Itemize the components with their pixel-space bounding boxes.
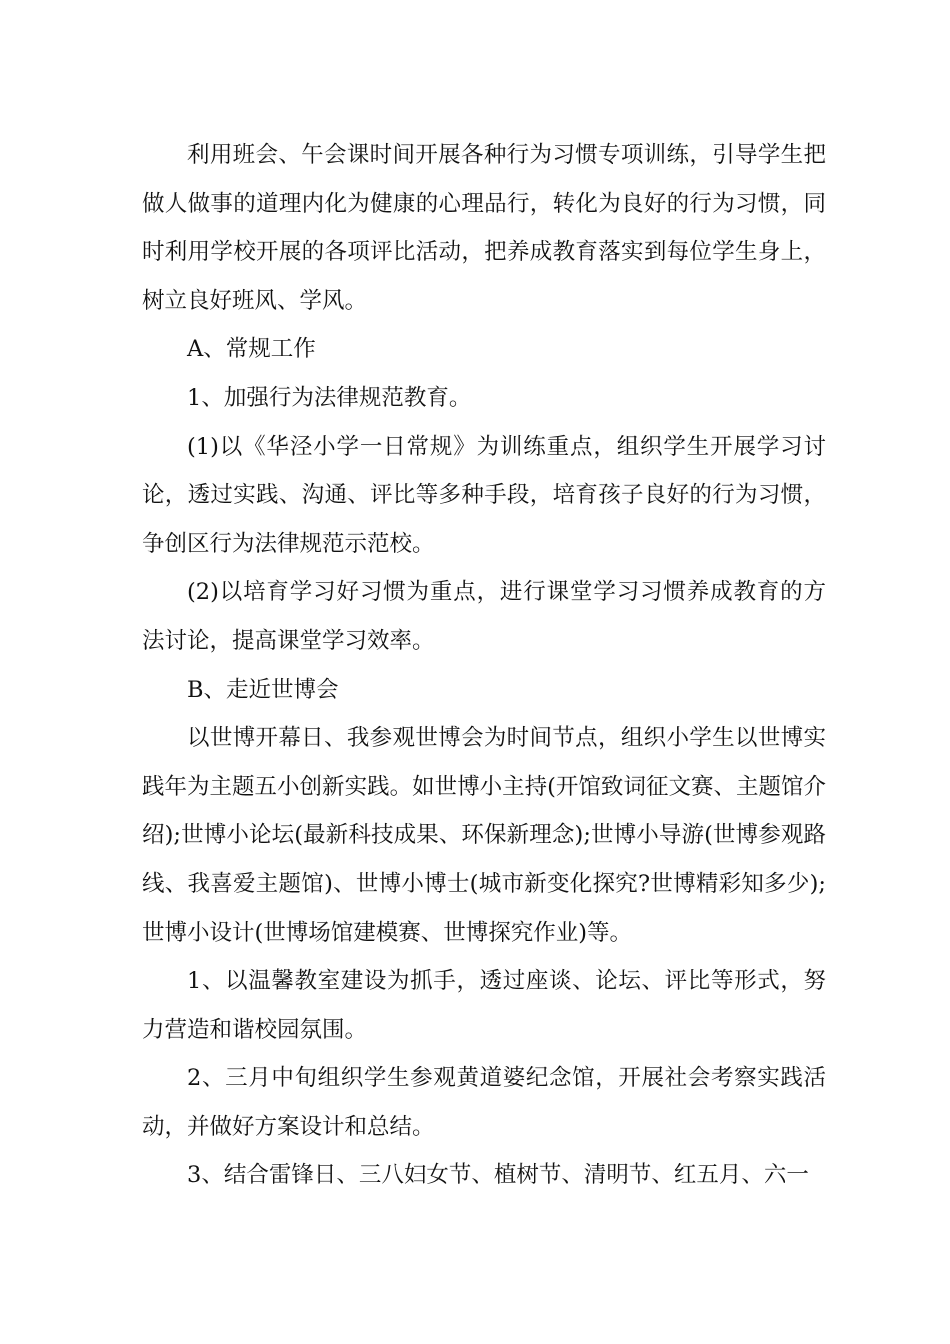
section-heading-expo: B、走近世博会	[187, 676, 339, 703]
list-item-festivals: 3、结合雷锋日、三八妇女节、植树节、清明节、红五月、六一	[187, 1162, 809, 1189]
sub-item-study-habits: (2)以培育学习好习惯为重点，进行课堂学习习惯养成教育的方法讨论，提高课堂学习效率。	[142, 579, 826, 654]
list-item-warm-classroom: 1、以温馨教室建设为抓手，透过座谈、论坛、评比等形式，努力营造和谐校园氛围。	[142, 968, 826, 1043]
list-item-museum-visit: 2、三月中旬组织学生参观黄道婆纪念馆，开展社会考察实践活动，并做好方案设计和总结。	[142, 1065, 826, 1140]
paragraph-habit-training: 利用班会、午会课时间开展各种行为习惯专项训练，引导学生把做人做事的道理内化为健康的心理品行，转化为良好的行为习惯，同时利用学校开展的各项评比活动，把养成教育落实到每位学生身上，树立良好班风、学风。	[142, 142, 826, 314]
sub-item-daily-routine: (1)以《华泾小学一日常规》为训练重点，组织学生开展学习讨论，透过实践、沟通、评比等多种手段，培育孩子良好的行为习惯，争创区行为法律规范示范校。	[142, 433, 826, 557]
document-body	[142, 131, 826, 1200]
section-heading-routine-work: A、常规工作	[187, 336, 316, 363]
paragraph-expo-practice: 以世博开幕日、我参观世博会为时间节点，组织小学生以世博实践年为主题五小创新实践。如世博小主持(开馆致词征文赛、主题馆介绍);世博小论坛(最新科技成果、环保新理念);世博小导游(世博参观路线、我喜爱主题馆)、世博小博士(城市新变化探究?世博精彩知多少);世博小设计(世博场馆建模赛、世博探究作业)等。	[142, 725, 826, 946]
list-item-behavior-education: 1、加强行为法律规范教育。	[187, 384, 472, 411]
